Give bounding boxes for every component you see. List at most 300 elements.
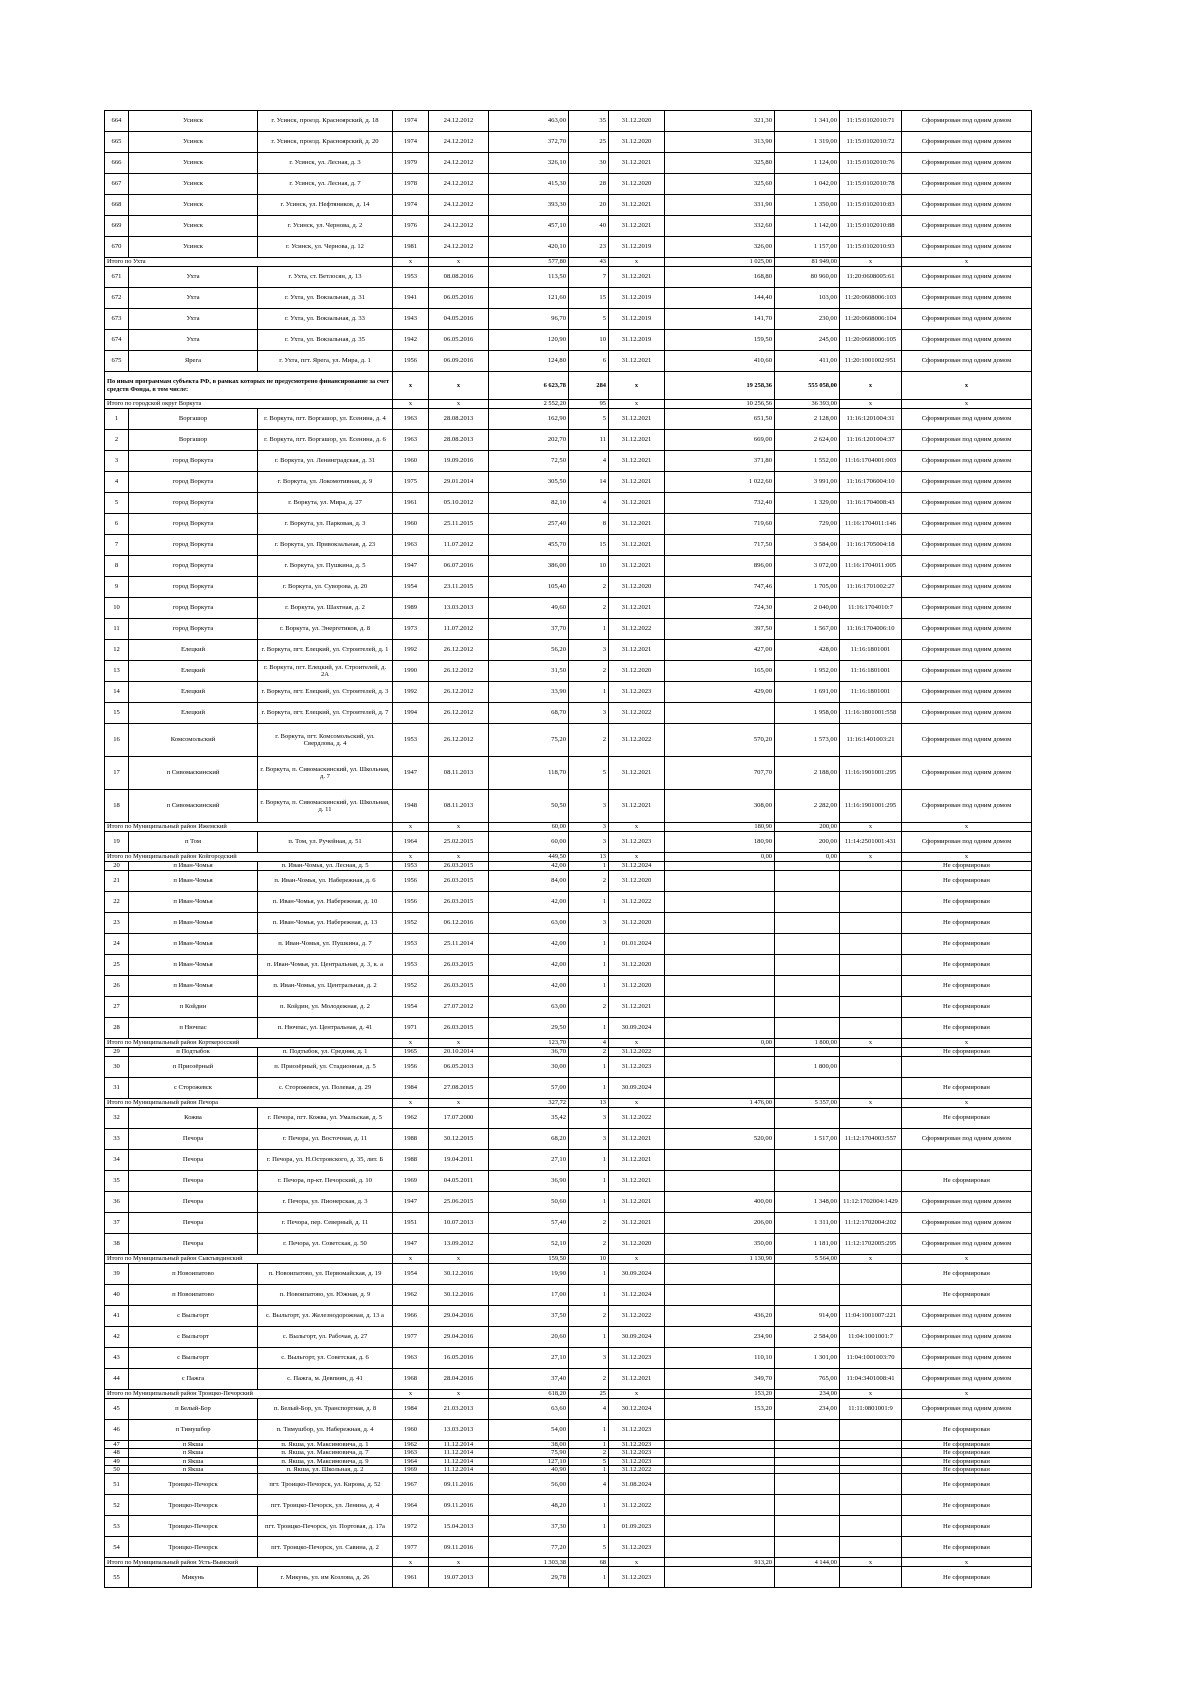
cell-planned-date: x	[609, 853, 665, 862]
cell-planned-date: 31.12.2023	[609, 1420, 665, 1441]
cell-residents: 1	[569, 682, 609, 703]
cell-area: 52,10	[489, 1234, 569, 1255]
cell-land-status: Сформирован под одним домом	[902, 430, 1032, 451]
cell-cadastral-value: 3 072,00	[775, 556, 840, 577]
cell-land-area	[665, 1420, 775, 1441]
cell-recognition-date: 08.11.2013	[429, 790, 489, 823]
cell-land-area	[665, 1264, 775, 1285]
cell-land-area: 19 258,36	[665, 372, 775, 400]
cell-land-area	[665, 1537, 775, 1558]
cell-recognition-date: 11.07.2012	[429, 535, 489, 556]
cell-residents: 1	[569, 955, 609, 976]
cell-land-status: Сформирован под одним домом	[902, 577, 1032, 598]
cell-cadastral-value: 729,00	[775, 514, 840, 535]
cell-cadastral-number	[840, 1285, 902, 1306]
table-row	[105, 430, 1032, 451]
cell-number: 17	[105, 757, 129, 790]
cell-address: п. Иван-Чомья, ул. Центральная, д. 2	[258, 976, 393, 997]
cell-year: 1960	[393, 1420, 429, 1441]
subtotal-row	[105, 1099, 1032, 1108]
cell-settlement: Троицко-Печорск	[129, 1537, 258, 1558]
cell-land-area: 427,00	[665, 640, 775, 661]
table-row	[105, 330, 1032, 351]
cell-cadastral-value: 36 393,00	[775, 400, 840, 409]
cell-land-area	[665, 913, 775, 934]
cell-area: 36,90	[489, 1171, 569, 1192]
cell-number: 55	[105, 1567, 129, 1588]
cell-area: 30,00	[489, 1057, 569, 1078]
cell-cadastral-value: 1 341,00	[775, 111, 840, 132]
cell-settlement: п Якша	[129, 1449, 258, 1457]
cell-land-status: x	[902, 1255, 1032, 1264]
cell-residents: 2	[569, 871, 609, 892]
cell-address: п. Якша, ул. Максимовича, д. 9	[258, 1457, 393, 1465]
cell-address: п. Иван-Чомья, ул. Набережная, д. 10	[258, 892, 393, 913]
cell-cadastral-value	[775, 1171, 840, 1192]
table-row	[105, 955, 1032, 976]
table-row	[105, 556, 1032, 577]
cell-area: 84,00	[489, 871, 569, 892]
cell-planned-date: 31.12.2021	[609, 351, 665, 372]
cell-residents: 1	[569, 1285, 609, 1306]
table-row	[105, 871, 1032, 892]
cell-year: 1964	[393, 832, 429, 853]
table-row	[105, 472, 1032, 493]
cell-cadastral-value	[775, 1108, 840, 1129]
cell-land-status: Не сформирован	[902, 1495, 1032, 1516]
cell-land-area: 1 476,00	[665, 1099, 775, 1108]
table-row	[105, 1567, 1032, 1588]
cell-number: 28	[105, 1018, 129, 1039]
cell-planned-date: x	[609, 1558, 665, 1567]
cell-residents: 10	[569, 1255, 609, 1264]
cell-area: 577,80	[489, 258, 569, 267]
cell-number: 50	[105, 1465, 129, 1473]
cell-number: 43	[105, 1348, 129, 1369]
cell-land-status: Сформирован под одним домом	[902, 1327, 1032, 1348]
cell-address: п. Койдин, ул. Молодежная, д. 2	[258, 997, 393, 1018]
cell-land-status: Сформирован под одним домом	[902, 472, 1032, 493]
cell-land-status: Не сформирован	[902, 934, 1032, 955]
cell-settlement: Печора	[129, 1150, 258, 1171]
cell-cadastral-number: 11:16:1704008:43	[840, 493, 902, 514]
cell-cadastral-value: 1 691,00	[775, 682, 840, 703]
cell-year: 1968	[393, 1369, 429, 1390]
cell-number: 47	[105, 1441, 129, 1449]
cell-address: п. Якша, ул. Максимовича, д. 7	[258, 1449, 393, 1457]
cell-cadastral-number: 11:15:0102010:71	[840, 111, 902, 132]
cell-cadastral-value: 1 311,00	[775, 1213, 840, 1234]
subtotal-label: Итого по Муниципальный район Сыктывдинский	[105, 1255, 393, 1264]
cell-number: 9	[105, 577, 129, 598]
cell-settlement: п Иван-Чомья	[129, 955, 258, 976]
cell-settlement: п Якша	[129, 1465, 258, 1473]
cell-address: г. Воркута, ул. Локомотивная, д. 9	[258, 472, 393, 493]
cell-residents: 3	[569, 790, 609, 823]
cell-area: 118,70	[489, 757, 569, 790]
cell-area: 50,50	[489, 790, 569, 823]
cell-cadastral-number	[840, 1474, 902, 1495]
cell-land-status: x	[902, 1039, 1032, 1048]
cell-land-area	[665, 1449, 775, 1457]
cell-residents: 1	[569, 1171, 609, 1192]
cell-cadastral-value: 1 573,00	[775, 724, 840, 757]
cell-recognition-date: 19.09.2016	[429, 451, 489, 472]
cell-planned-date: 31.12.2022	[609, 1108, 665, 1129]
cell-number: 25	[105, 955, 129, 976]
cell-cadastral-value: 1 958,00	[775, 703, 840, 724]
cell-recognition-date: 24.12.2012	[429, 111, 489, 132]
cell-cadastral-number: 11:04:1001003:70	[840, 1348, 902, 1369]
cell-address: г. Печора, пр-кт. Печорский, д. 10	[258, 1171, 393, 1192]
cell-residents: 2	[569, 1369, 609, 1390]
cell-cadastral-value	[775, 1018, 840, 1039]
cell-residents: 3	[569, 913, 609, 934]
cell-number: 667	[105, 174, 129, 195]
cell-recognition-date: 04.05.2016	[429, 309, 489, 330]
cell-land-status: Сформирован под одним домом	[902, 451, 1032, 472]
housing-registry-table	[104, 110, 1032, 1588]
cell-planned-date: 31.12.2022	[609, 1306, 665, 1327]
cell-number: 26	[105, 976, 129, 997]
cell-year: 1952	[393, 913, 429, 934]
cell-number: 671	[105, 267, 129, 288]
cell-recognition-date: 09.11.2016	[429, 1537, 489, 1558]
cell-cadastral-number	[840, 997, 902, 1018]
cell-land-status: Не сформирован	[902, 1171, 1032, 1192]
cell-land-area	[665, 862, 775, 871]
cell-number: 674	[105, 330, 129, 351]
table-row	[105, 661, 1032, 682]
cell-address: п. Иван-Чомья, ул. Центральная, д. 3, к. а	[258, 955, 393, 976]
cell-cadastral-number	[840, 1150, 902, 1171]
cell-area: 60,00	[489, 832, 569, 853]
cell-settlement: п Приозёрный	[129, 1057, 258, 1078]
cell-recognition-date: 13.09.2012	[429, 1234, 489, 1255]
cell-address: г. Ухта, ст. Ветлосян, д. 13	[258, 267, 393, 288]
subtotal-row	[105, 1390, 1032, 1399]
cell-land-status: x	[902, 1390, 1032, 1399]
cell-year: 1953	[393, 267, 429, 288]
cell-land-status: Не сформирован	[902, 1048, 1032, 1057]
cell-year: 1984	[393, 1399, 429, 1420]
cell-cadastral-value: 1 319,00	[775, 132, 840, 153]
cell-cadastral-number: 11:04:1001001:7	[840, 1327, 902, 1348]
cell-residents: 1	[569, 892, 609, 913]
cell-settlement: с Выльгорт	[129, 1327, 258, 1348]
cell-land-area: 717,50	[665, 535, 775, 556]
cell-area: 326,10	[489, 153, 569, 174]
cell-number: 672	[105, 288, 129, 309]
cell-residents: 1	[569, 976, 609, 997]
cell-address: п. Новоипатово, ул. Южная, д. 9	[258, 1285, 393, 1306]
subtotal-row	[105, 853, 1032, 862]
cell-number: 44	[105, 1369, 129, 1390]
cell-year: x	[393, 1255, 429, 1264]
cell-land-status: Сформирован под одним домом	[902, 703, 1032, 724]
cell-land-status: x	[902, 258, 1032, 267]
cell-land-status: x	[902, 1558, 1032, 1567]
cell-planned-date: 31.12.2024	[609, 1285, 665, 1306]
cell-address: п. Приозёрный, ул. Стадионная, д. 5	[258, 1057, 393, 1078]
cell-number: 48	[105, 1449, 129, 1457]
subtotal-label: Итого по Муниципальный район Печора	[105, 1099, 393, 1108]
cell-recognition-date: 17.07.2000	[429, 1108, 489, 1129]
cell-cadastral-value	[775, 871, 840, 892]
cell-year: 1953	[393, 724, 429, 757]
cell-area: 40,90	[489, 1465, 569, 1473]
table-row	[105, 1441, 1032, 1449]
cell-recognition-date: 26.03.2015	[429, 955, 489, 976]
cell-planned-date: 31.12.2021	[609, 598, 665, 619]
cell-recognition-date: 30.12.2016	[429, 1264, 489, 1285]
cell-cadastral-value: 1 517,00	[775, 1129, 840, 1150]
cell-recognition-date: 24.12.2012	[429, 132, 489, 153]
cell-cadastral-number: 11:11:0801001:9	[840, 1399, 902, 1420]
cell-area: 27,10	[489, 1150, 569, 1171]
cell-cadastral-value	[775, 1495, 840, 1516]
cell-land-status: x	[902, 823, 1032, 832]
cell-residents: 2	[569, 724, 609, 757]
cell-residents: 2	[569, 577, 609, 598]
cell-address: г. Ухта, ул. Вокзальная, д. 31	[258, 288, 393, 309]
cell-residents: 8	[569, 514, 609, 535]
cell-area: 457,10	[489, 216, 569, 237]
cell-address: г. Печора, ул. Пионерская, д. 3	[258, 1192, 393, 1213]
cell-address: п. Якша, ул. Школьная, д. 2	[258, 1465, 393, 1473]
cell-residents: 1	[569, 1192, 609, 1213]
cell-planned-date: x	[609, 823, 665, 832]
cell-recognition-date: 27.07.2012	[429, 997, 489, 1018]
cell-address: п. Новоипатово, ул. Первомайская, д. 19	[258, 1264, 393, 1285]
cell-recognition-date: 13.03.2013	[429, 598, 489, 619]
cell-cadastral-number: 11:04:1001007:221	[840, 1306, 902, 1327]
table-row	[105, 682, 1032, 703]
cell-cadastral-value: 234,00	[775, 1390, 840, 1399]
cell-number: 21	[105, 871, 129, 892]
cell-area: 31,50	[489, 661, 569, 682]
cell-planned-date: 31.12.2023	[609, 1567, 665, 1588]
table-row	[105, 1057, 1032, 1078]
cell-planned-date: 31.12.2021	[609, 790, 665, 823]
cell-address: п. Иван-Чомья, ул. Набережная, д. 13	[258, 913, 393, 934]
cell-number: 33	[105, 1129, 129, 1150]
cell-area: 42,00	[489, 976, 569, 997]
cell-area: 48,20	[489, 1495, 569, 1516]
cell-address: г. Усинск, ул. Чернова, д. 12	[258, 237, 393, 258]
cell-address: г. Воркута, пгт. Воргашор, ул. Есенина, д. 4	[258, 409, 393, 430]
table-row	[105, 1108, 1032, 1129]
cell-residents: 2	[569, 1234, 609, 1255]
cell-area: 75,20	[489, 724, 569, 757]
table-row	[105, 757, 1032, 790]
cell-number: 5	[105, 493, 129, 514]
cell-address: п. Тимушбор, ул. Набережная, д. 4	[258, 1420, 393, 1441]
cell-area: 49,60	[489, 598, 569, 619]
cell-area: 82,10	[489, 493, 569, 514]
cell-cadastral-number	[840, 892, 902, 913]
subtotal-label: Итого по Муниципальный район Койгородский	[105, 853, 393, 862]
cell-cadastral-number	[840, 955, 902, 976]
cell-residents: 25	[569, 1390, 609, 1399]
cell-year: 1942	[393, 330, 429, 351]
cell-settlement: Печора	[129, 1171, 258, 1192]
cell-number: 668	[105, 195, 129, 216]
table-row	[105, 351, 1032, 372]
cell-settlement: город Воркута	[129, 493, 258, 514]
cell-land-area	[665, 1285, 775, 1306]
cell-recognition-date: 24.12.2012	[429, 195, 489, 216]
cell-cadastral-value	[775, 1048, 840, 1057]
cell-cadastral-number: 11:20:0608006:103	[840, 288, 902, 309]
cell-residents: 1	[569, 862, 609, 871]
cell-cadastral-value: 1 705,00	[775, 577, 840, 598]
cell-land-area: 10 256,56	[665, 400, 775, 409]
cell-land-status: Сформирован под одним домом	[902, 535, 1032, 556]
cell-land-area: 397,50	[665, 619, 775, 640]
cell-cadastral-value: 103,00	[775, 288, 840, 309]
cell-address: г. Воркута, ул. Ленинградская, д. 31	[258, 451, 393, 472]
cell-address: г. Усинск, проезд. Красноярский, д. 20	[258, 132, 393, 153]
cell-planned-date: x	[609, 1039, 665, 1048]
cell-year: 1953	[393, 862, 429, 871]
cell-planned-date: 31.12.2021	[609, 640, 665, 661]
cell-residents: 3	[569, 832, 609, 853]
table-row	[105, 237, 1032, 258]
cell-settlement: п Иван-Чомья	[129, 976, 258, 997]
cell-recognition-date: x	[429, 1255, 489, 1264]
cell-land-status: Не сформирован	[902, 871, 1032, 892]
cell-land-area	[665, 1516, 775, 1537]
cell-land-area: 400,00	[665, 1192, 775, 1213]
cell-settlement: п Койдин	[129, 997, 258, 1018]
cell-cadastral-number	[840, 913, 902, 934]
cell-recognition-date: 06.05.2016	[429, 330, 489, 351]
cell-settlement: п Иван-Чомья	[129, 871, 258, 892]
cell-area: 68,20	[489, 1129, 569, 1150]
cell-year: 1953	[393, 934, 429, 955]
cell-number: 13	[105, 661, 129, 682]
cell-land-area: 747,46	[665, 577, 775, 598]
cell-recognition-date: 26.12.2012	[429, 661, 489, 682]
table-row	[105, 1234, 1032, 1255]
cell-area: 56,20	[489, 640, 569, 661]
cell-cadastral-value: 1 952,00	[775, 661, 840, 682]
cell-residents: 2	[569, 661, 609, 682]
cell-cadastral-number	[840, 1048, 902, 1057]
cell-cadastral-value	[775, 862, 840, 871]
cell-land-area: 144,40	[665, 288, 775, 309]
cell-area: 38,00	[489, 1441, 569, 1449]
cell-planned-date: 31.12.2021	[609, 997, 665, 1018]
cell-area: 42,00	[489, 955, 569, 976]
cell-cadastral-number: 11:16:1705004:18	[840, 535, 902, 556]
cell-area: 37,50	[489, 1306, 569, 1327]
cell-residents: 1	[569, 1057, 609, 1078]
cell-year: 1960	[393, 451, 429, 472]
cell-number: 45	[105, 1399, 129, 1420]
table-row	[105, 1495, 1032, 1516]
cell-land-area	[665, 1495, 775, 1516]
cell-cadastral-number	[840, 1516, 902, 1537]
cell-residents: 2	[569, 1213, 609, 1234]
cell-residents: 3	[569, 823, 609, 832]
cell-planned-date: 31.12.2023	[609, 1457, 665, 1465]
cell-cadastral-value: 5 357,00	[775, 1099, 840, 1108]
table-row	[105, 1306, 1032, 1327]
table-row	[105, 514, 1032, 535]
table-row	[105, 1150, 1032, 1171]
cell-address: п. Якша, ул. Максимовича, д. 1	[258, 1441, 393, 1449]
cell-settlement: город Воркута	[129, 556, 258, 577]
cell-land-status: Не сформирован	[902, 1457, 1032, 1465]
cell-land-area: 1 130,90	[665, 1255, 775, 1264]
table-row	[105, 174, 1032, 195]
cell-recognition-date: 28.04.2016	[429, 1369, 489, 1390]
cell-address: п. Иван-Чомья, ул. Набережная, д. 6	[258, 871, 393, 892]
cell-land-status: Сформирован под одним домом	[902, 330, 1032, 351]
cell-area: 17,00	[489, 1285, 569, 1306]
cell-address: г. Воркута, пгт. Воргашор, ул. Есенина, д. 6	[258, 430, 393, 451]
cell-cadastral-value	[775, 1465, 840, 1473]
cell-year: 1961	[393, 1567, 429, 1588]
cell-address: г. Усинск, ул. Нефтяников, д. 14	[258, 195, 393, 216]
cell-settlement: Ухта	[129, 309, 258, 330]
cell-year: 1977	[393, 1537, 429, 1558]
cell-land-area: 913,20	[665, 1558, 775, 1567]
cell-area: 60,00	[489, 823, 569, 832]
cell-land-status: Сформирован под одним домом	[902, 1192, 1032, 1213]
cell-planned-date: 31.12.2021	[609, 514, 665, 535]
cell-address: г. Усинск, ул. Чернова, д. 2	[258, 216, 393, 237]
cell-land-status: Сформирован под одним домом	[902, 1348, 1032, 1369]
cell-year: 1976	[393, 216, 429, 237]
cell-cadastral-value	[775, 1150, 840, 1171]
cell-recognition-date: 24.12.2012	[429, 174, 489, 195]
cell-planned-date: 31.12.2021	[609, 1213, 665, 1234]
cell-settlement: с Выльгорт	[129, 1306, 258, 1327]
cell-year: 1941	[393, 288, 429, 309]
cell-area: 618,20	[489, 1390, 569, 1399]
cell-land-status: x	[902, 1099, 1032, 1108]
cell-land-area: 308,00	[665, 790, 775, 823]
cell-area: 56,00	[489, 1474, 569, 1495]
cell-land-area: 350,00	[665, 1234, 775, 1255]
cell-cadastral-number	[840, 1567, 902, 1588]
cell-residents: 1	[569, 1018, 609, 1039]
cell-settlement: п Белый-Бор	[129, 1399, 258, 1420]
cell-residents: 13	[569, 1099, 609, 1108]
cell-area: 455,70	[489, 535, 569, 556]
cell-land-area: 153,20	[665, 1390, 775, 1399]
cell-planned-date: 30.09.2024	[609, 1264, 665, 1285]
cell-recognition-date: x	[429, 372, 489, 400]
cell-residents: 1	[569, 934, 609, 955]
cell-settlement: Елецкий	[129, 661, 258, 682]
cell-land-area: 0,00	[665, 1039, 775, 1048]
cell-settlement: Елецкий	[129, 682, 258, 703]
cell-area: 35,42	[489, 1108, 569, 1129]
cell-cadastral-number: x	[840, 400, 902, 409]
table-row	[105, 132, 1032, 153]
cell-planned-date: 31.12.2021	[609, 535, 665, 556]
cell-residents: 3	[569, 1348, 609, 1369]
table-row	[105, 640, 1032, 661]
cell-land-area	[665, 1457, 775, 1465]
cell-settlement: Елецкий	[129, 703, 258, 724]
cell-number: 16	[105, 724, 129, 757]
cell-cadastral-number: 11:16:1201004:37	[840, 430, 902, 451]
